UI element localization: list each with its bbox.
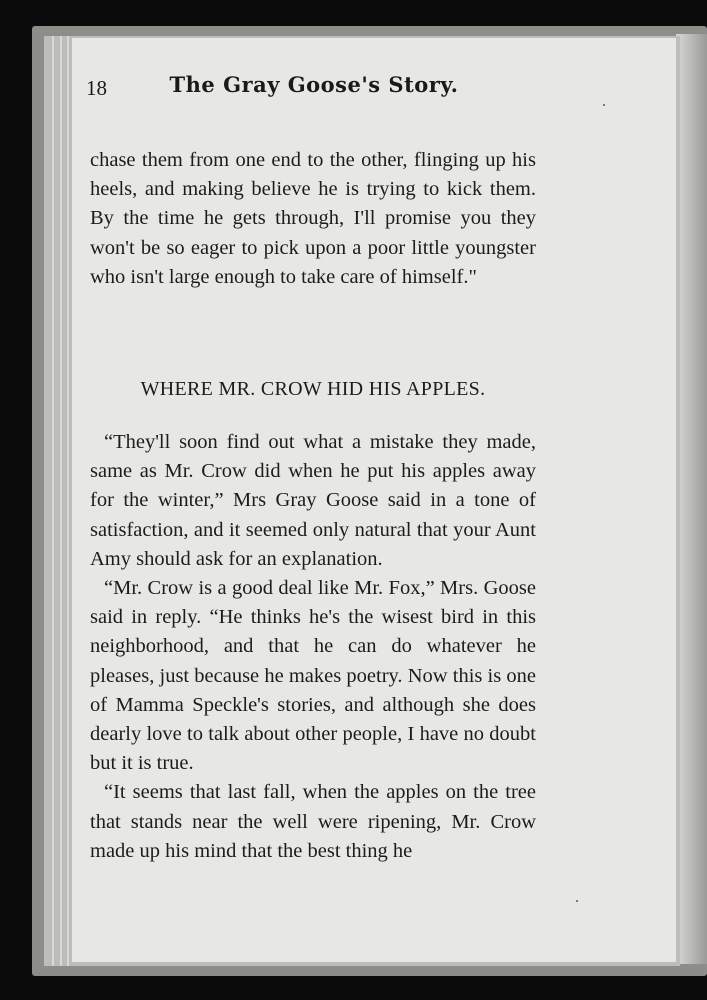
running-title: The Gray Goose's Story.	[169, 72, 459, 97]
print-speck	[603, 104, 605, 106]
chapter-title: WHERE MR. CROW HID HIS APPLES.	[140, 378, 486, 400]
page-stack-edge	[52, 36, 54, 966]
paragraph: “Mr. Crow is a good deal like Mr. Fox,” Mrs. Goose said in reply. “He thinks he's the wisest bird in this neighborhood, and that he can do whatever he pleases, just because he makes poetry. Now this is one of Mamma Speckle's stories, and although she does dearly love to talk about other people, I have no doubt but it is true.	[90, 577, 536, 775]
page-number: 18	[86, 76, 107, 100]
page-stack-edge	[60, 36, 62, 966]
continuation-paragraph: chase them from one end to the other, flinging up his heels, and making believe he is trying to kick them. By the time he gets through, I'll promise you they won't be so eager to pick upon a poor little youngster who isn't large enough to take care of himself."	[90, 149, 536, 288]
print-speck	[576, 900, 578, 902]
chapter-text-block	[90, 428, 536, 866]
page-stack-edge	[67, 36, 69, 966]
continuation-text-block	[90, 146, 536, 292]
page-header	[86, 72, 526, 104]
paragraph: “They'll soon find out what a mistake they made, same as Mr. Crow did when he put his apples away for the winter,” Mrs Gray Goose said in a tone of satisfaction, and it seemed only natural that your Aunt Amy should ask for an explanation.	[90, 431, 536, 570]
paragraph: “It seems that last fall, when the apples on the tree that stands near the well were ripening, Mr. Crow made up his mind that the best thing he	[90, 781, 536, 862]
page-edge-right	[676, 34, 707, 964]
